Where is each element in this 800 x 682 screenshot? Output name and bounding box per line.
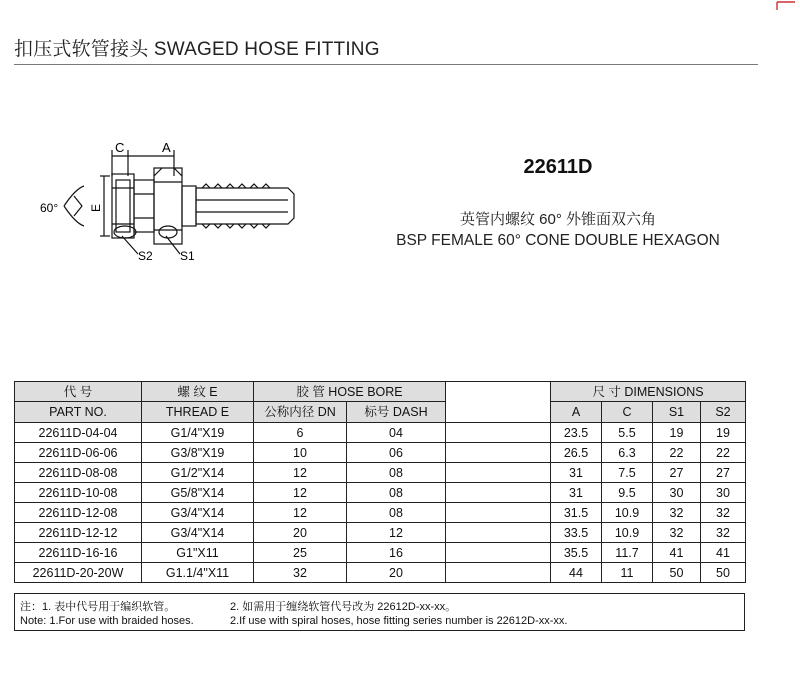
header-hose-bore: 胶 管 HOSE BORE	[254, 382, 446, 402]
cell-dash: 08	[347, 463, 446, 483]
cell-c: 11	[602, 563, 653, 583]
cell-s1: 22	[653, 443, 701, 463]
cell-dn: 20	[254, 523, 347, 543]
header-part-en: PART NO.	[15, 402, 142, 423]
cell-c: 7.5	[602, 463, 653, 483]
cell-a: 26.5	[551, 443, 602, 463]
cell-dn: 25	[254, 543, 347, 563]
description-english: BSP FEMALE 60° CONE DOUBLE HEXAGON	[396, 232, 720, 249]
corner-mark-icon	[775, 0, 797, 12]
cell-dash: 08	[347, 483, 446, 503]
header-c: C	[602, 402, 653, 423]
description-chinese: 英管内螺纹 60° 外锥面双六角	[459, 211, 657, 228]
cell-c: 10.9	[602, 523, 653, 543]
spec-table	[14, 381, 746, 583]
cell-thread: G3/8"X19	[142, 443, 254, 463]
header-s2: S2	[701, 402, 746, 423]
note-en-2: 2.If use with spiral hoses, hose fitting series number is 22612D-xx-xx.	[230, 615, 568, 627]
cell-a: 31.5	[551, 503, 602, 523]
cell-s1: 41	[653, 543, 701, 563]
cell-c: 5.5	[602, 423, 653, 443]
cell-s2: 32	[701, 503, 746, 523]
cell-s1: 30	[653, 483, 701, 503]
cell-s2: 19	[701, 423, 746, 443]
cell-thread: G1.1/4"X11	[142, 563, 254, 583]
header-gap	[446, 382, 551, 423]
part-number: 22611D	[523, 156, 593, 178]
table-row	[15, 503, 746, 523]
cell-dn: 6	[254, 423, 347, 443]
cell-gap	[446, 563, 551, 583]
cell-s1: 32	[653, 523, 701, 543]
cell-gap	[446, 443, 551, 463]
cell-gap	[446, 423, 551, 443]
table-row	[15, 463, 746, 483]
cell-part: 22611D-06-06	[15, 443, 142, 463]
header-dimensions: 尺 寸 DIMENSIONS	[551, 382, 746, 402]
cell-gap	[446, 503, 551, 523]
note-en-1: Note: 1.For use with braided hoses.	[20, 615, 194, 627]
cell-s1: 19	[653, 423, 701, 443]
cell-part: 22611D-20-20W	[15, 563, 142, 583]
cell-c: 6.3	[602, 443, 653, 463]
label-a: A	[162, 140, 171, 155]
cell-dash: 20	[347, 563, 446, 583]
label-s2: S2	[138, 249, 153, 263]
note-line-chinese	[20, 598, 456, 614]
label-e: E	[89, 203, 103, 212]
cell-a: 31	[551, 483, 602, 503]
cell-thread: G3/4"X14	[142, 523, 254, 543]
table-row	[15, 543, 746, 563]
label-s1: S1	[180, 249, 195, 263]
header-thread-en: THREAD E	[142, 402, 254, 423]
cell-thread: G1"X11	[142, 543, 254, 563]
cell-dn: 12	[254, 503, 347, 523]
note-cn-1: 注：1. 表中代号用于编织软管。	[20, 601, 176, 613]
cell-s2: 22	[701, 443, 746, 463]
header-a: A	[551, 402, 602, 423]
table-row	[15, 443, 746, 463]
cell-a: 35.5	[551, 543, 602, 563]
table-row	[15, 483, 746, 503]
header-s1: S1	[653, 402, 701, 423]
cell-s2: 30	[701, 483, 746, 503]
fitting-drawing	[38, 136, 338, 266]
cell-thread: G1/4"X19	[142, 423, 254, 443]
cell-s1: 50	[653, 563, 701, 583]
cell-s1: 32	[653, 503, 701, 523]
notes-box	[14, 593, 745, 631]
cell-s2: 41	[701, 543, 746, 563]
cell-s2: 50	[701, 563, 746, 583]
cell-dash: 06	[347, 443, 446, 463]
cell-part: 22611D-16-16	[15, 543, 142, 563]
cell-part: 22611D-12-12	[15, 523, 142, 543]
cell-s2: 27	[701, 463, 746, 483]
cell-thread: G1/2"X14	[142, 463, 254, 483]
table-row	[15, 523, 746, 543]
header-dn: 公称内径 DN	[254, 402, 347, 423]
cell-part: 22611D-10-08	[15, 483, 142, 503]
cell-dash: 04	[347, 423, 446, 443]
cell-dash: 08	[347, 503, 446, 523]
cell-c: 11.7	[602, 543, 653, 563]
cell-s1: 27	[653, 463, 701, 483]
cell-s2: 32	[701, 523, 746, 543]
cell-gap	[446, 483, 551, 503]
cell-gap	[446, 523, 551, 543]
cell-dash: 12	[347, 523, 446, 543]
cell-a: 33.5	[551, 523, 602, 543]
page-title: 扣压式软管接头 SWAGED HOSE FITTING	[14, 39, 380, 60]
table-row	[15, 423, 746, 443]
label-angle: 60°	[40, 201, 59, 215]
cell-gap	[446, 463, 551, 483]
cell-dn: 10	[254, 443, 347, 463]
cell-a: 31	[551, 463, 602, 483]
header-part-cn: 代 号	[15, 382, 142, 402]
cell-a: 23.5	[551, 423, 602, 443]
cell-gap	[446, 543, 551, 563]
cell-part: 22611D-12-08	[15, 503, 142, 523]
cell-a: 44	[551, 563, 602, 583]
header-thread-cn: 螺 纹 E	[142, 382, 254, 402]
cell-dash: 16	[347, 543, 446, 563]
cell-part: 22611D-08-08	[15, 463, 142, 483]
cell-c: 10.9	[602, 503, 653, 523]
cell-thread: G3/4"X14	[142, 503, 254, 523]
label-c: C	[115, 140, 125, 155]
note-line-english	[20, 615, 567, 627]
note-cn-2: 2. 如需用于缠绕软管代号改为 22612D-xx-xx。	[230, 601, 457, 613]
cell-dn: 32	[254, 563, 347, 583]
table-row	[15, 563, 746, 583]
header-dash: 标号 DASH	[347, 402, 446, 423]
cell-part: 22611D-04-04	[15, 423, 142, 443]
cell-c: 9.5	[602, 483, 653, 503]
cell-dn: 12	[254, 463, 347, 483]
cell-thread: G5/8"X14	[142, 483, 254, 503]
title-rule	[14, 64, 758, 65]
cell-dn: 12	[254, 483, 347, 503]
